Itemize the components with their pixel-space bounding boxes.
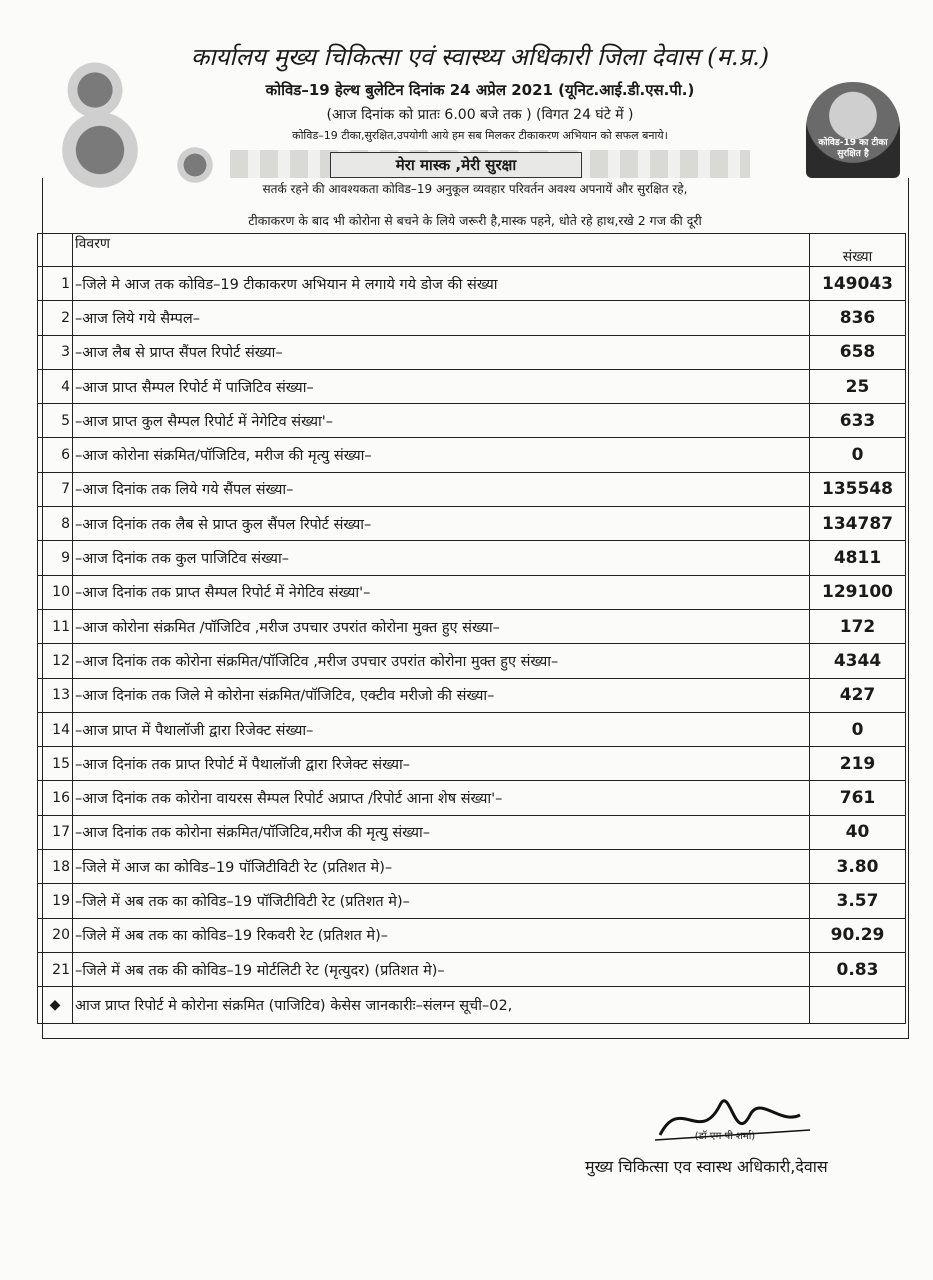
- row-count: 3.80: [810, 850, 906, 884]
- row-description: –आज दिनांक तक कुल पाजिटिव संख्या–: [73, 541, 810, 575]
- table-row: [38, 850, 906, 884]
- row-number: 8: [38, 507, 73, 541]
- row-count: 134787: [810, 507, 906, 541]
- row-description: –आज दिनांक तक कोरोना संक्रमित/पॉजिटिव ,मरीज उपचार उपरांत कोरोना मुक्त हुए संख्या–: [73, 644, 810, 678]
- row-count: 427: [810, 678, 906, 712]
- row-count: 149043: [810, 267, 906, 301]
- row-count: 658: [810, 335, 906, 369]
- row-count: 172: [810, 609, 906, 643]
- row-number: 14: [38, 712, 73, 746]
- row-description: –आज दिनांक तक लैब से प्राप्त कुल सैंपल रिपोर्ट संख्या–: [73, 507, 810, 541]
- row-number: 13: [38, 678, 73, 712]
- time-line: (आज दिनांक को प्रातः 6.00 बजे तक ) (विगत 24 घंटे में ): [326, 107, 634, 123]
- table-row: [38, 472, 906, 506]
- bulletin-table: [37, 233, 906, 1024]
- row-count: 3.57: [810, 884, 906, 918]
- table-row: [38, 815, 906, 849]
- notice-line-1: सतर्क रहने की आवश्यकता कोविड–19 अनुकूल व्यवहार परिवर्तन अवश्य अपनायें और सुरक्षित रहे,: [262, 182, 688, 196]
- row-description: –जिले में अब तक की कोविड–19 मोर्टलिटी रेट (मृत्युदर) (प्रतिशत मे)–: [73, 952, 810, 986]
- row-number: 7: [38, 472, 73, 506]
- row-count: 0.83: [810, 952, 906, 986]
- table-row: [38, 335, 906, 369]
- office-title: कार्यालय मुख्य चिकित्सा एवं स्वास्थ्य अधिकारी जिला देवास (म.प्र.): [190, 43, 770, 71]
- signature-mark-icon: [640, 1085, 830, 1155]
- row-number: 11: [38, 609, 73, 643]
- row-count: 219: [810, 747, 906, 781]
- table-row: [38, 918, 906, 952]
- row-description: –जिले में आज का कोविड–19 पॉजिटीविटी रेट (प्रतिशत मे)–: [73, 850, 810, 884]
- row-number: 21: [38, 952, 73, 986]
- table-row: [38, 575, 906, 609]
- row-description: –आज दिनांक तक लिये गये सैंपल संख्या–: [73, 472, 810, 506]
- table-row: [38, 438, 906, 472]
- row-description: –आज कोरोना संक्रमित /पॉजिटिव ,मरीज उपचार उपरांत कोरोना मुक्त हुए संख्या–: [73, 609, 810, 643]
- signatory-name: (डॉ एम पी शर्मा): [694, 1131, 756, 1142]
- table-row: [38, 747, 906, 781]
- row-number: 12: [38, 644, 73, 678]
- mask-banner: मेरा मास्क ,मेरी सुरक्षा: [330, 152, 582, 178]
- row-number: 15: [38, 747, 73, 781]
- row-number: 17: [38, 815, 73, 849]
- row-description: –आज प्राप्त कुल सैम्पल रिपोर्ट में नेगेटिव संख्या'–: [73, 404, 810, 438]
- row-description: –आज दिनांक तक प्राप्त सैम्पल रिपोर्ट में नेगेटिव संख्या'–: [73, 575, 810, 609]
- table-row: [38, 404, 906, 438]
- table-row: [38, 952, 906, 986]
- column-header-count: संख्या: [810, 234, 906, 267]
- table-row: [38, 644, 906, 678]
- table-row: [38, 541, 906, 575]
- table-footer-row: [38, 987, 906, 1024]
- row-number: 9: [38, 541, 73, 575]
- row-description: –जिले में अब तक का कोविड–19 रिकवरी रेट (प्रतिशत मे)–: [73, 918, 810, 952]
- table-row: [38, 712, 906, 746]
- emblem-caption: कोविड-19 का टीका सुरक्षित है: [818, 138, 888, 159]
- row-description: –आज लैब से प्राप्त सैंपल रिपोर्ट संख्या–: [73, 335, 810, 369]
- table-header-row: [38, 234, 906, 267]
- row-description: –आज दिनांक तक कोरोना संक्रमित/पॉजिटिव,मरीज की मृत्यु संख्या–: [73, 815, 810, 849]
- column-header-desc: विवरण: [73, 234, 810, 267]
- notice-line-2: टीकाकरण के बाद भी कोरोना से बचने के लिये जरूरी है,मास्क पहने, धोते रहे हाथ,रखे 2 गज की दूरी: [248, 213, 702, 228]
- row-description: –जिले मे आज तक कोविड–19 टीकाकरण अभियान मे लगाये गये डोज की संख्या: [73, 267, 810, 301]
- row-number: 18: [38, 850, 73, 884]
- row-number: 20: [38, 918, 73, 952]
- row-description: –आज दिनांक तक कोरोना वायरस सैम्पल रिपोर्ट अप्राप्त /रिपोर्ट आना शेष संख्या'–: [73, 781, 810, 815]
- row-number: 2: [38, 301, 73, 335]
- row-count: 135548: [810, 472, 906, 506]
- row-description: –आज लिये गये सैम्पल–: [73, 301, 810, 335]
- row-count: 0: [810, 712, 906, 746]
- row-number: 1: [38, 267, 73, 301]
- row-count: 4811: [810, 541, 906, 575]
- row-description: –आज दिनांक तक प्राप्त रिपोर्ट में पैथालॉजी द्वारा रिजेक्ट संख्या–: [73, 747, 810, 781]
- row-count: 0: [810, 438, 906, 472]
- row-count: 40: [810, 815, 906, 849]
- footer-empty-cell: [810, 987, 906, 1024]
- row-description: –जिले में अब तक का कोविड–19 पॉजिटीविटी रेट (प्रतिशत मे)–: [73, 884, 810, 918]
- bulletin-line: कोविड–19 हेल्थ बुलेटिन दिनांक 24 अप्रेल 2021 (यूनिट.आई.डी.एस.पी.): [265, 81, 695, 99]
- diamond-bullet-icon: ◆: [38, 987, 73, 1024]
- row-number: 3: [38, 335, 73, 369]
- row-count: 90.29: [810, 918, 906, 952]
- header-no-cell: [38, 234, 73, 267]
- row-number: 5: [38, 404, 73, 438]
- table-row: [38, 301, 906, 335]
- table-row: [38, 609, 906, 643]
- row-description: –आज दिनांक तक जिले मे कोरोना संक्रमित/पॉजिटिव, एक्टीव मरीजो की संख्या–: [73, 678, 810, 712]
- row-number: 10: [38, 575, 73, 609]
- row-number: 6: [38, 438, 73, 472]
- row-number: 16: [38, 781, 73, 815]
- row-description: –आज प्राप्त में पैथालॉजी द्वारा रिजेक्ट संख्या–: [73, 712, 810, 746]
- row-count: 25: [810, 369, 906, 403]
- row-number: 19: [38, 884, 73, 918]
- row-count: 4344: [810, 644, 906, 678]
- vaccine-emblem-icon: [806, 82, 900, 178]
- table-row: [38, 267, 906, 301]
- row-count: 761: [810, 781, 906, 815]
- row-number: 4: [38, 369, 73, 403]
- row-count: 633: [810, 404, 906, 438]
- footer-note: आज प्राप्त रिपोर्ट मे कोरोना संक्रमित (पाजिटिव) केसेस जानकारीः–संलग्न सूची–02,: [73, 987, 810, 1024]
- vaccine-line: कोविड–19 टीका,सुरक्षित,उपयोगी आये हम सब मिलकर टीकाकरण अभियान को सफल बनाये।: [292, 129, 668, 142]
- row-description: –आज कोरोना संक्रमित/पॉजिटिव, मरीज की मृत्यु संख्या–: [73, 438, 810, 472]
- row-count: 129100: [810, 575, 906, 609]
- officer-designation: मुख्य चिकित्सा एव स्वास्थ अधिकारी,देवास: [585, 1157, 828, 1176]
- table-row: [38, 507, 906, 541]
- table-row: [38, 884, 906, 918]
- table-row: [38, 781, 906, 815]
- table-row: [38, 369, 906, 403]
- table-row: [38, 678, 906, 712]
- row-description: –आज प्राप्त सैम्पल रिपोर्ट में पाजिटिव संख्या–: [73, 369, 810, 403]
- row-count: 836: [810, 301, 906, 335]
